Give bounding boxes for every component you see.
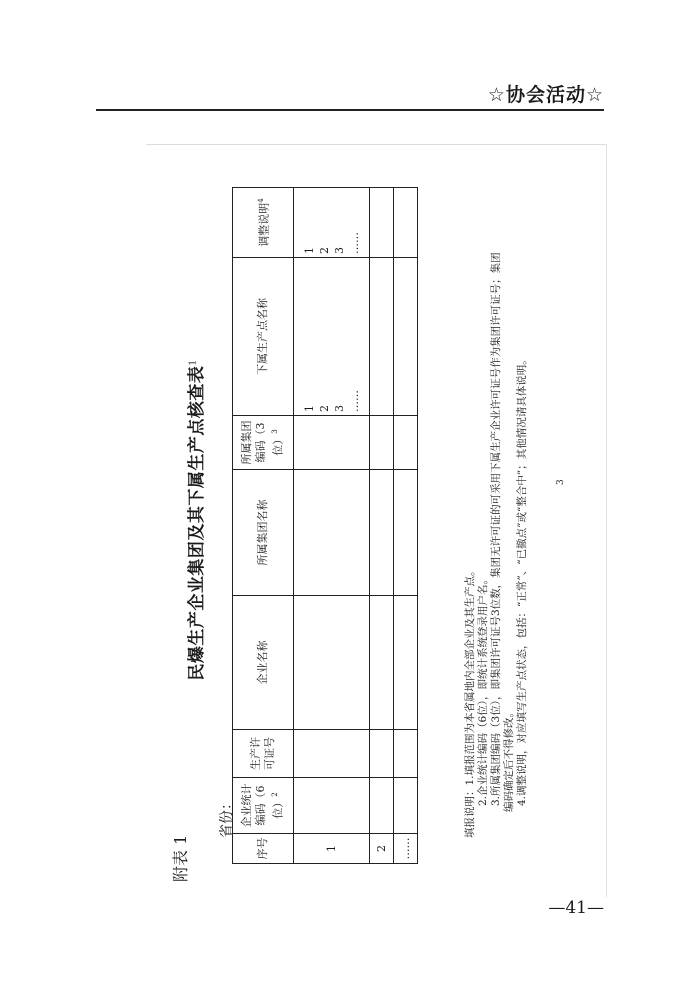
document-title-text: 民爆生产企业集团及其下属生产点核查表 <box>187 365 207 681</box>
inner-page-number: 3 <box>556 479 566 485</box>
notes-lead: 填报说明： <box>464 785 476 838</box>
header-sub-point-name: 下属生产点名称 <box>233 258 294 416</box>
header-enterprise-code: 企业统计编码（6位）$^2$ <box>233 778 294 834</box>
cell-sub-points <box>294 258 370 416</box>
table-row <box>294 188 370 864</box>
table-row <box>394 188 418 864</box>
attachment-label: 附表 1 <box>171 834 190 882</box>
sub-point-item: …… <box>347 390 361 412</box>
cell-adjustments <box>294 188 370 258</box>
cell-group-name <box>294 470 370 596</box>
adjustment-item: 1 <box>302 247 316 254</box>
note-line-2: 2.企业统计编码（6位），即统计系统登录用户名。 <box>477 574 489 806</box>
header-seq: 序号 <box>233 834 294 864</box>
cell-enterprise-name <box>294 596 370 730</box>
note-line-3: 3.所属集团编码（3位），即集团许可证号3位数，集团无许可证的可采用下属生产企业许可证号作为集团许可证号；集团 <box>490 252 502 806</box>
document-title <box>182 150 207 890</box>
header-group-name: 所属集团名称 <box>233 470 294 596</box>
title-footnote: 1 <box>188 359 199 366</box>
cell-seq: …… <box>394 834 418 864</box>
page-number: —41— <box>548 898 604 918</box>
note-line-3-cont: 编码确定后不得修改。 <box>503 707 515 812</box>
table-row <box>370 188 394 864</box>
header-divider <box>96 109 604 111</box>
section-header-title: ☆协会活动☆ <box>487 84 604 106</box>
sub-point-item: 1 <box>302 405 316 412</box>
province-label: 省份： <box>219 796 235 838</box>
adjustment-item: 2 <box>317 247 331 254</box>
header-license-number: 生产许可证号 <box>233 730 294 778</box>
rotated-document <box>160 150 570 890</box>
note-line-1: 填报说明：1.填报范围为本省属地内全部企业及其生产点。 <box>464 565 476 838</box>
cell-seq: 2 <box>370 834 394 864</box>
cell-group-code <box>294 416 370 470</box>
sub-point-item: 2 <box>317 405 331 412</box>
sub-point-item: 3 <box>332 405 346 412</box>
adjustment-item: …… <box>347 232 361 254</box>
table-header-row <box>233 188 294 864</box>
cell-license-number <box>294 730 370 778</box>
verification-table <box>232 187 418 864</box>
header-group-code: 所属集团编码（3位）$^3$ <box>233 416 294 470</box>
note-line-4: 4.调整说明，对应填写生产点状态，包括：“正常”、“已撤点”或“整合中”；其他情况请具体说明。 <box>516 354 528 806</box>
header-adjustment-note: 调整说明$^4$ <box>233 188 294 258</box>
adjustment-item: 3 <box>332 247 346 254</box>
header-enterprise-name: 企业名称 <box>233 596 294 730</box>
filling-notes <box>464 158 529 838</box>
cell-enterprise-code <box>294 778 370 834</box>
cell-seq: 1 <box>294 834 370 864</box>
